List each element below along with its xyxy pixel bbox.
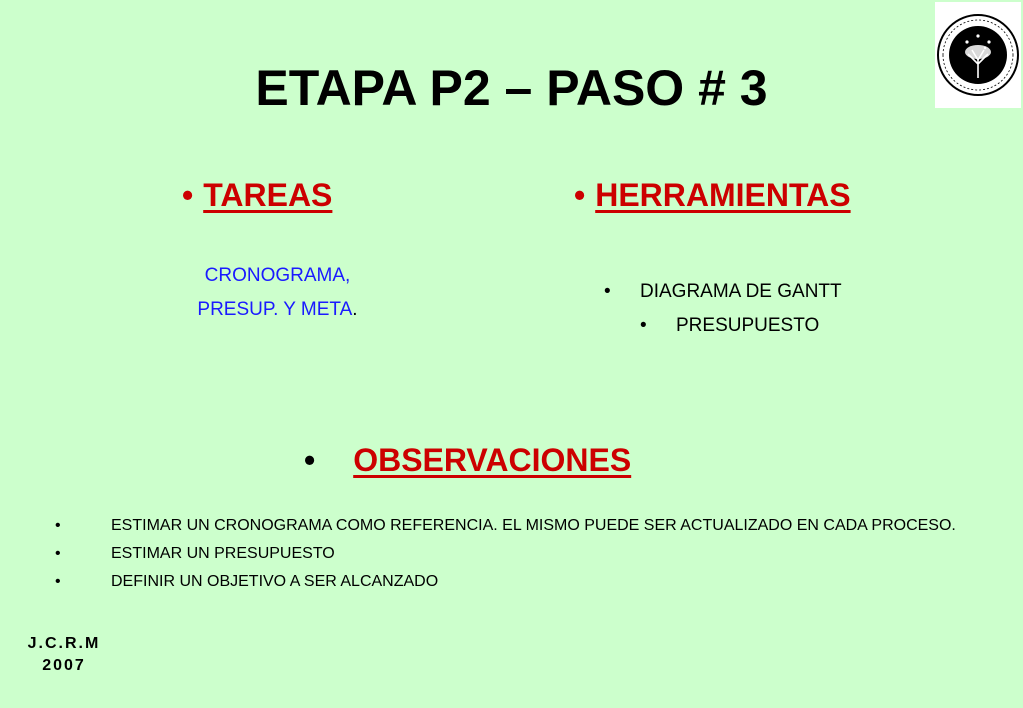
list-item-text: ESTIMAR UN PRESUPUESTO [111, 545, 335, 562]
observaciones-list [55, 515, 975, 599]
list-item [55, 515, 975, 537]
herramientas-item-text: PRESUPUESTO [676, 315, 820, 336]
observaciones-heading-text: OBSERVACIONES [353, 442, 632, 478]
tareas-line [140, 293, 415, 327]
bullet: • [304, 442, 316, 478]
list-item-text: ESTIMAR UN CRONOGRAMA COMO REFERENCIA. EL MISMO PUEDE SER ACTUALIZADO EN CADA PROCESO. [111, 517, 956, 534]
herramientas-item [604, 275, 842, 309]
tareas-content [140, 259, 415, 327]
tareas-line-period: . [352, 299, 358, 320]
herramientas-item [640, 309, 819, 343]
author-footer [18, 633, 110, 677]
author-initials: J.C.R.M [27, 635, 101, 652]
bullet: • [55, 573, 61, 590]
bullet: • [182, 177, 194, 213]
tareas-line-text: PRESUP. Y META [197, 299, 353, 320]
bullet: • [640, 315, 647, 336]
university-seal-icon [935, 2, 1021, 108]
slide-title: ETAPA P2 – PASO # 3 [255, 60, 768, 116]
list-item-text: DEFINIR UN OBJETIVO A SER ALCANZADO [111, 573, 439, 590]
bullet: • [55, 517, 61, 534]
tareas-heading-text: TAREAS [203, 177, 333, 213]
observaciones-heading [304, 441, 631, 479]
list-item [55, 543, 975, 565]
tareas-line: CRONOGRAMA, [204, 265, 351, 286]
herramientas-heading [574, 176, 851, 214]
herramientas-item-text: DIAGRAMA DE GANTT [640, 281, 842, 302]
list-item [55, 571, 975, 593]
herramientas-heading-text: HERRAMIENTAS [595, 177, 851, 213]
bullet: • [604, 281, 611, 302]
author-year: 2007 [42, 657, 86, 674]
tareas-heading [182, 176, 332, 214]
bullet: • [574, 177, 586, 213]
bullet: • [55, 545, 61, 562]
